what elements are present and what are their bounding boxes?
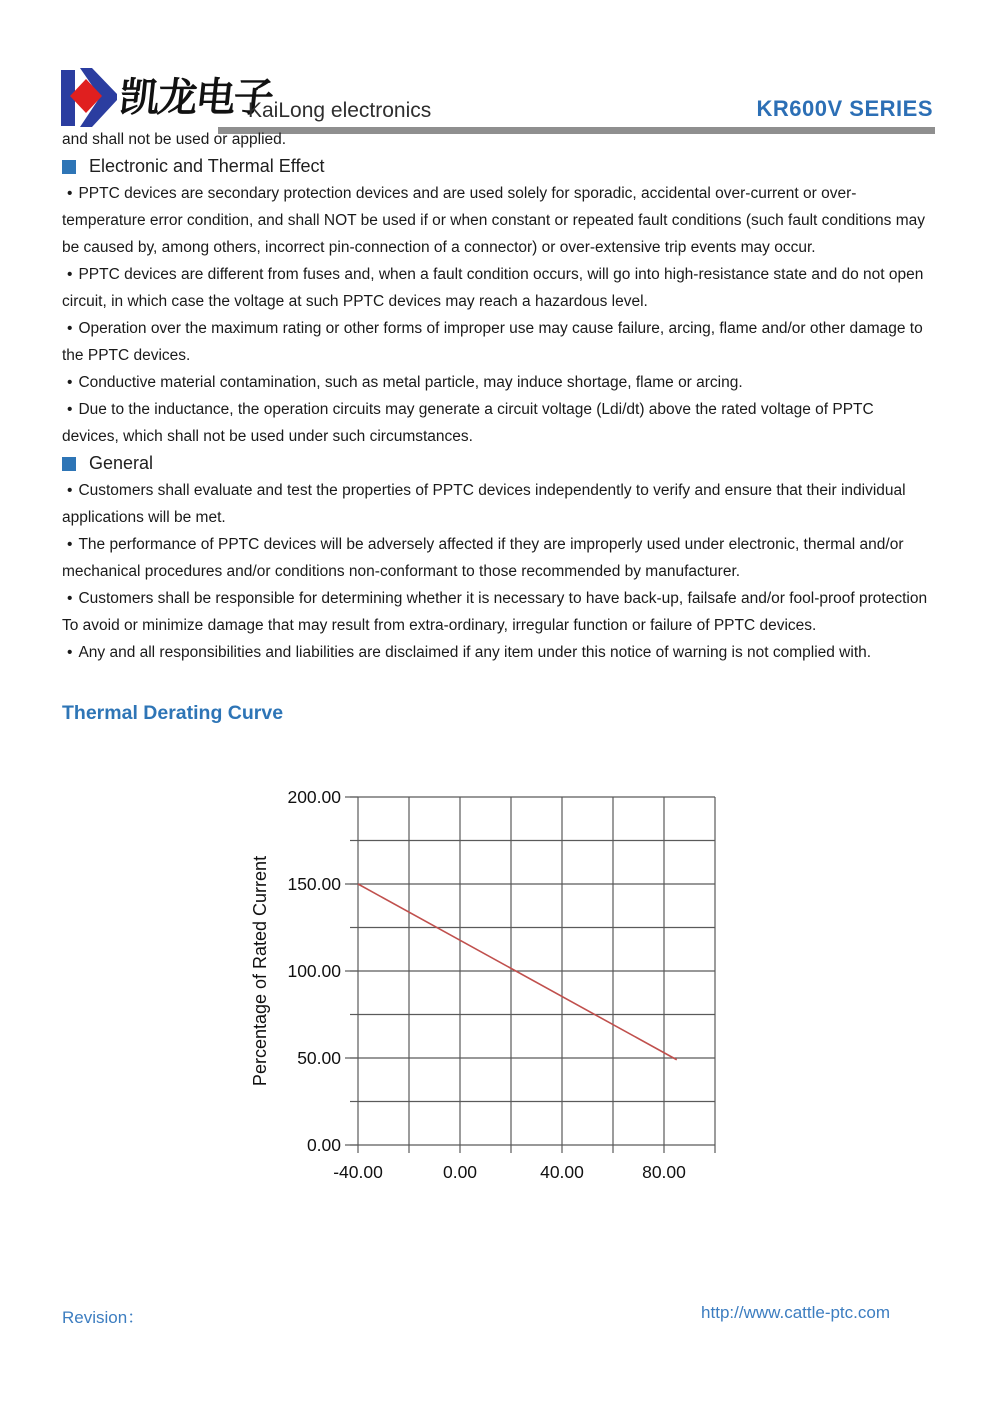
logo-chinese-text: 凯龙电子 bbox=[117, 74, 275, 121]
bullet-item bbox=[62, 261, 930, 315]
company-name: KaiLong electronics bbox=[248, 99, 432, 122]
bullet-dot-icon: • bbox=[67, 536, 73, 553]
svg-text:50.00: 50.00 bbox=[297, 1048, 341, 1068]
intro-continuation-line: and shall not be used or applied. bbox=[62, 131, 287, 148]
bullet-dot-icon: • bbox=[67, 644, 73, 661]
bullet-item bbox=[62, 477, 930, 531]
bullet-text: Customers shall evaluate and test the properties of PPTC devices independently to verify and ensure that their individual applications will be met. bbox=[62, 482, 906, 526]
thermal-derating-chart bbox=[240, 760, 760, 1205]
bullet-item bbox=[62, 180, 930, 261]
section-bullet-icon bbox=[62, 160, 76, 174]
section-header-general bbox=[62, 450, 930, 477]
bullet-dot-icon: • bbox=[67, 266, 73, 283]
bullet-item bbox=[62, 585, 930, 639]
svg-text:0.00: 0.00 bbox=[306, 1135, 341, 1155]
svg-text:150.00: 150.00 bbox=[287, 874, 341, 894]
bullet-item bbox=[62, 369, 930, 396]
kailong-logo-icon bbox=[58, 62, 120, 132]
bullet-text: Operation over the maximum rating or other forms of improper use may cause failure, arcing, flame and/or other damage to the PPTC devices. bbox=[62, 320, 923, 364]
bullet-text: PPTC devices are secondary protection devices and are used solely for sporadic, accidental over-current or over-temperature error condition, and shall NOT be used if or when constant or repeated fault conditions (such fault conditions may be caused by, among others, incorrect pin-connection of a connector) or over-extensive trip events may occur. bbox=[62, 185, 926, 256]
bullet-item bbox=[62, 396, 930, 450]
bullet-dot-icon: • bbox=[67, 401, 73, 418]
chart-heading: Thermal Derating Curve bbox=[62, 702, 284, 724]
section-header-electronic-thermal bbox=[62, 153, 930, 180]
series-title: KR600V SERIES bbox=[756, 96, 933, 121]
section-bullet-icon bbox=[62, 457, 76, 471]
svg-text:100.00: 100.00 bbox=[287, 961, 341, 981]
bullet-text: PPTC devices are different from fuses and, when a fault condition occurs, will go into high-resistance state and do not open circuit, in which case the voltage at such PPTC devices may reach a hazardous level. bbox=[62, 266, 924, 310]
svg-text:-40.00: -40.00 bbox=[333, 1162, 383, 1182]
bullet-dot-icon: • bbox=[67, 320, 73, 337]
bullet-text: Due to the inductance, the operation circuits may generate a circuit voltage (Ldi/dt) above the rated voltage of PPTC devices, which shall not be used under such circumstances. bbox=[62, 401, 874, 445]
website-link[interactable]: http://www.cattle-ptc.com bbox=[701, 1303, 890, 1322]
bullet-text: Customers shall be responsible for determining whether it is necessary to have back-up, failsafe and/or fool-proof protection To avoid or minimize damage that may result from extra-ordinary, irregular function or failure of PPTC devices. bbox=[62, 590, 928, 634]
svg-text:0.00: 0.00 bbox=[442, 1162, 478, 1182]
section-title: Electronic and Thermal Effect bbox=[89, 156, 325, 176]
bullet-item bbox=[62, 639, 930, 666]
bullet-text: The performance of PPTC devices will be adversely affected if they are improperly used under electronic, thermal and/or mechanical procedures and/or conditions non-conformant to those recommended by manufacturer. bbox=[62, 536, 904, 580]
revision-label: Revision： bbox=[62, 1308, 145, 1327]
derating-chart-svg bbox=[240, 760, 760, 1200]
bullet-dot-icon: • bbox=[67, 590, 73, 607]
bullet-dot-icon: • bbox=[67, 374, 73, 391]
svg-text:40.00: 40.00 bbox=[540, 1162, 584, 1182]
bullet-item bbox=[62, 315, 930, 369]
svg-text:Percentage of Rated Current: Percentage of Rated Current bbox=[250, 855, 270, 1087]
section-title: General bbox=[89, 453, 154, 473]
svg-text:80.00: 80.00 bbox=[642, 1162, 686, 1182]
warning-text-block bbox=[62, 126, 930, 666]
bullet-dot-icon: • bbox=[67, 482, 73, 499]
bullet-dot-icon: • bbox=[67, 185, 73, 202]
svg-text:200.00: 200.00 bbox=[287, 787, 341, 807]
bullet-item bbox=[62, 531, 930, 585]
bullet-text: Any and all responsibilities and liabilities are disclaimed if any item under this notice of warning is not complied with. bbox=[78, 644, 872, 661]
bullet-text: Conductive material contamination, such as metal particle, may induce shortage, flame or arcing. bbox=[78, 374, 743, 391]
